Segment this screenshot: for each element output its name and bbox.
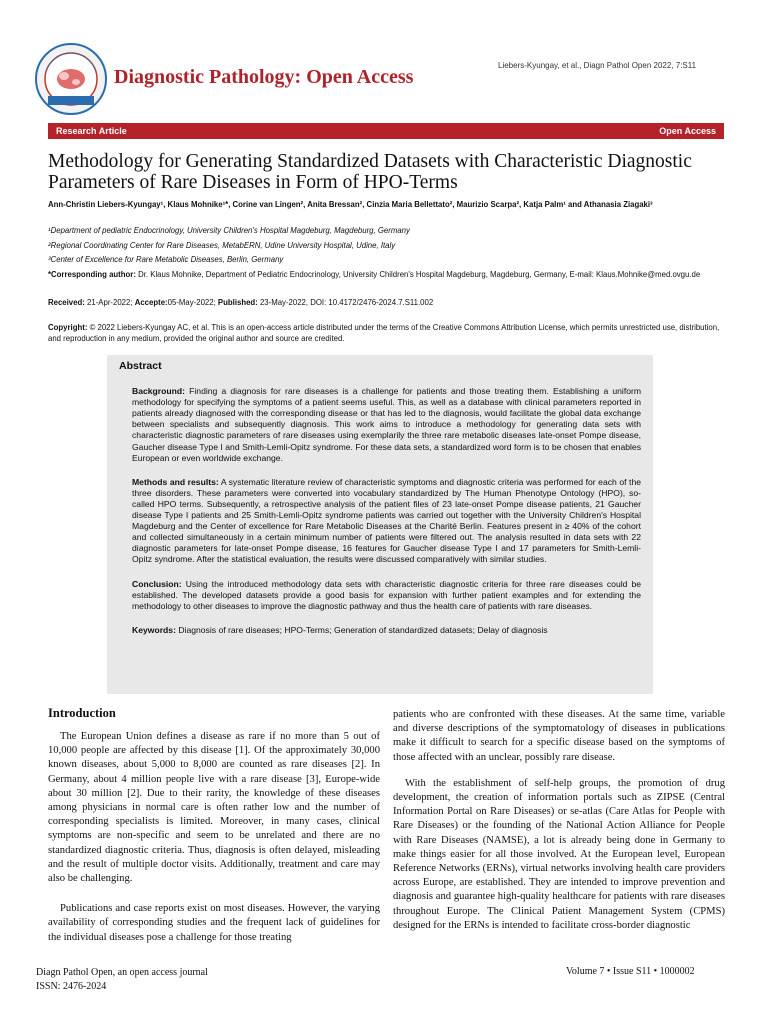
accepted-label: Accepte: [134, 298, 168, 307]
copyright-label: Copyright: [48, 323, 88, 332]
article-type-label: Research Article [56, 126, 127, 136]
open-access-label: Open Access [659, 126, 716, 136]
intro-paragraph-4: With the establishment of self-help groups, the promotion of drug development, the creation of information portals such as ZIPSE (Central Information Portal on Rare Diseases) or se-atlas (Care Atlas for People with Rare Diseases) or the founding of the National Action Alliance for People with Rare Diseases (NAMSE), a lot is already being done in Germany to make things easier for all those involved. At the European level, European Reference Networks (ERNs), virtual networks involving health care providers across Europe, are established. They are intended to improve prevention and diagnosis and guarantee high-quality healthcare for patients with rare diseases throughout Europe. The Clinical Patient Management System (CPMS) designed for the ERNs is intended to facilitate cross-border diagnostic [393, 777, 725, 931]
copyright-text: © 2022 Liebers-Kyungay AC, et al. This is an open-access article distributed under the terms of the Creative Commons Attribution License, which permits unrestricted use, distribution, and reproduction in any medium, provided the original author and source are credited. [48, 323, 720, 343]
corresponding-label: *Corresponding author: [48, 270, 136, 279]
methods-text: A systematic literature review of characteristic symptoms and diagnostic criteria was performed for each of the three disorders. These parameters were converted into vocabulary standardized by The Human Phenotype Ontology (HPO), so-called HPO terms. Subsequently, a retrospective analysis of the patient files of 23 late-onset Pompe disease patients, 21 Gaucher disease Type I patients and 25 Smith-Lemli-Opitz syndrome patients was carried out together with the University Children's Hospital Magdeburg and the Center of excellence for Rare Metabolic Diseases at the Charité Berlin. Features present in ≥ 40% of the cohort and collected simultaneously in a certain minimum number of patients were filtered out. The analysis resulted in data sets with 22 diagnostic parameters for late-onset Pompe disease, 16 features for Gaucher disease Type I and 17 parameters for Smith-Lemli-Opitz syndrome. After the statistical evaluation, the results were discussed comparatively with similar studies. [132, 476, 641, 565]
affiliation-1: ¹Department of pediatric Endocrinology, University Children's Hospital Magdeburg, Magdeburg, Germany [48, 226, 410, 235]
article-dates [48, 297, 726, 309]
citation-line: Liebers-Kyungay, et al., Diagn Pathol Open 2022, 7:S11 [498, 61, 697, 70]
corresponding-author [48, 268, 726, 281]
affiliation-3: ³Center of Excellence for Rare Metabolic Diseases, Berlin, Germany [48, 255, 284, 264]
published-label: Published: [217, 298, 258, 307]
introduction-heading: Introduction [48, 706, 116, 720]
intro-paragraph-3: patients who are confronted with these diseases. At the same time, variable and diverse descriptions of the symptomatology of diseases in publications make it difficult to search for a specific disease based on the symptoms of those affected with an unclear, possibly rare disease. [393, 709, 725, 763]
abstract-methods [119, 477, 641, 566]
background-label: Background: [132, 386, 185, 397]
keywords-label: Keywords: [132, 624, 176, 635]
footer-journal [36, 966, 208, 994]
received-label: Received: [48, 298, 85, 307]
methods-label: Methods and results: [132, 476, 219, 487]
abstract-heading: Abstract [119, 360, 162, 372]
affiliation-2: ²Regional Coordinating Center for Rare Diseases, MetabERN, Udine University Hospital, Udine, Italy [48, 241, 396, 250]
footer-issn: ISSN: 2476-2024 [36, 981, 107, 992]
author-list: Ann-Christin Liebers-Kyungay¹, Klaus Mohnike¹*, Corine van Lingen², Anita Bressan², Cinzia Maria Bellettato², Maurizio Scarpa², Katja Palm¹ and Athanasia Ziagaki³ [48, 200, 653, 209]
abstract-keywords [119, 625, 641, 636]
copyright-notice [48, 322, 726, 344]
accepted-date: 05-May-2022; [167, 298, 216, 307]
intro-paragraph-2: Publications and case reports exist on most diseases. However, the varying availability of corresponding studies and the frequent lack of guidelines for the individual diseases pose a challenge for those treating [48, 903, 380, 943]
body-column-left [48, 730, 380, 945]
journal-title: Diagnostic Pathology: Open Access [114, 66, 414, 88]
article-type-bar [48, 123, 724, 139]
keywords-text: Diagnosis of rare diseases; HPO-Terms; Generation of standardized datasets; Delay of diagnosis [178, 624, 548, 635]
background-text: Finding a diagnosis for rare diseases is a challenge for patients and those treating them. Establishing a uniform methodology for specifying the symptoms of a patient seems useful. This, as well as a database with clinical parameters reported in patients already diagnosed with the corresponding disease or that has led to the diagnosis, would facilitate the global data exchange between specialists and subsequently diagnosis. This work aims to introduce a methodology for generating data sets with characteristic diagnostic parameters of rare diseases using exemplarily the three rare metabolic diseases late-onset Pompe disease, Gaucher disease Type I and Smith-Lemli-Opitz syndrome. For these data sets, a standardized word form is to be chosen that enables European or even worldwide exchange. [132, 386, 642, 463]
published-date: 23-May-2022, DOI: 10.4172/2476-2024.7.S11.002 [259, 298, 434, 307]
received-date: 21-Apr-2022; [87, 298, 133, 307]
conclusion-text: Using the introduced methodology data sets with characteristic diagnostic criteria for three rare diseases could be established. The developed datasets provide a good basis for expansion with further patient examples and for extending the methodology to other diseases to improve the diagnostic pathway and thus the health care of patients with rare diseases. [132, 578, 642, 611]
paper-title: Methodology for Generating Standardized Datasets with Characteristic Diagnostic Parameters of Rare Diseases in Form of HPO-Terms [48, 151, 692, 193]
conclusion-label: Conclusion: [132, 578, 182, 589]
abstract-background [119, 386, 641, 464]
corresponding-text: Dr. Klaus Mohnike, Department of Pediatric Endocrinology, University Children's Hospital Magdeburg, Magdeburg, Germany, E-mail: Klaus.Mohnike@med.ovgu.de [138, 270, 701, 279]
abstract-conclusion [119, 579, 641, 612]
intro-paragraph-1: The European Union defines a disease as rare if no more than 5 out of 10,000 people are affected by this disease [1]. Of the approximately 30,000 known diseases, about 5,000 to 8,000 are counted as rare diseases [2]. In Germany, about 4 million people live with a rare disease [3], Europe-wide about 30 million [2]. Due to their rarity, the knowledge of these diseases among physicians in normal care is often rather low and the number of corresponding specialists is limited. Moreover, in many cases, clinical symptoms are non-specific and seem to be unrelated and there are no standardized diagnostic criteria. Thus, diagnosis is often delayed, misleading and the result of multiple doctor visits. Additionally, treatment and care may also be challenging. [48, 731, 380, 885]
footer-volume: Volume 7 • Issue S11 • 1000002 [566, 966, 695, 977]
body-column-right [393, 708, 725, 933]
footer-journal-line: Diagn Pathol Open, an open access journal [36, 967, 208, 978]
journal-logo [34, 42, 108, 116]
abstract-box [107, 355, 653, 694]
